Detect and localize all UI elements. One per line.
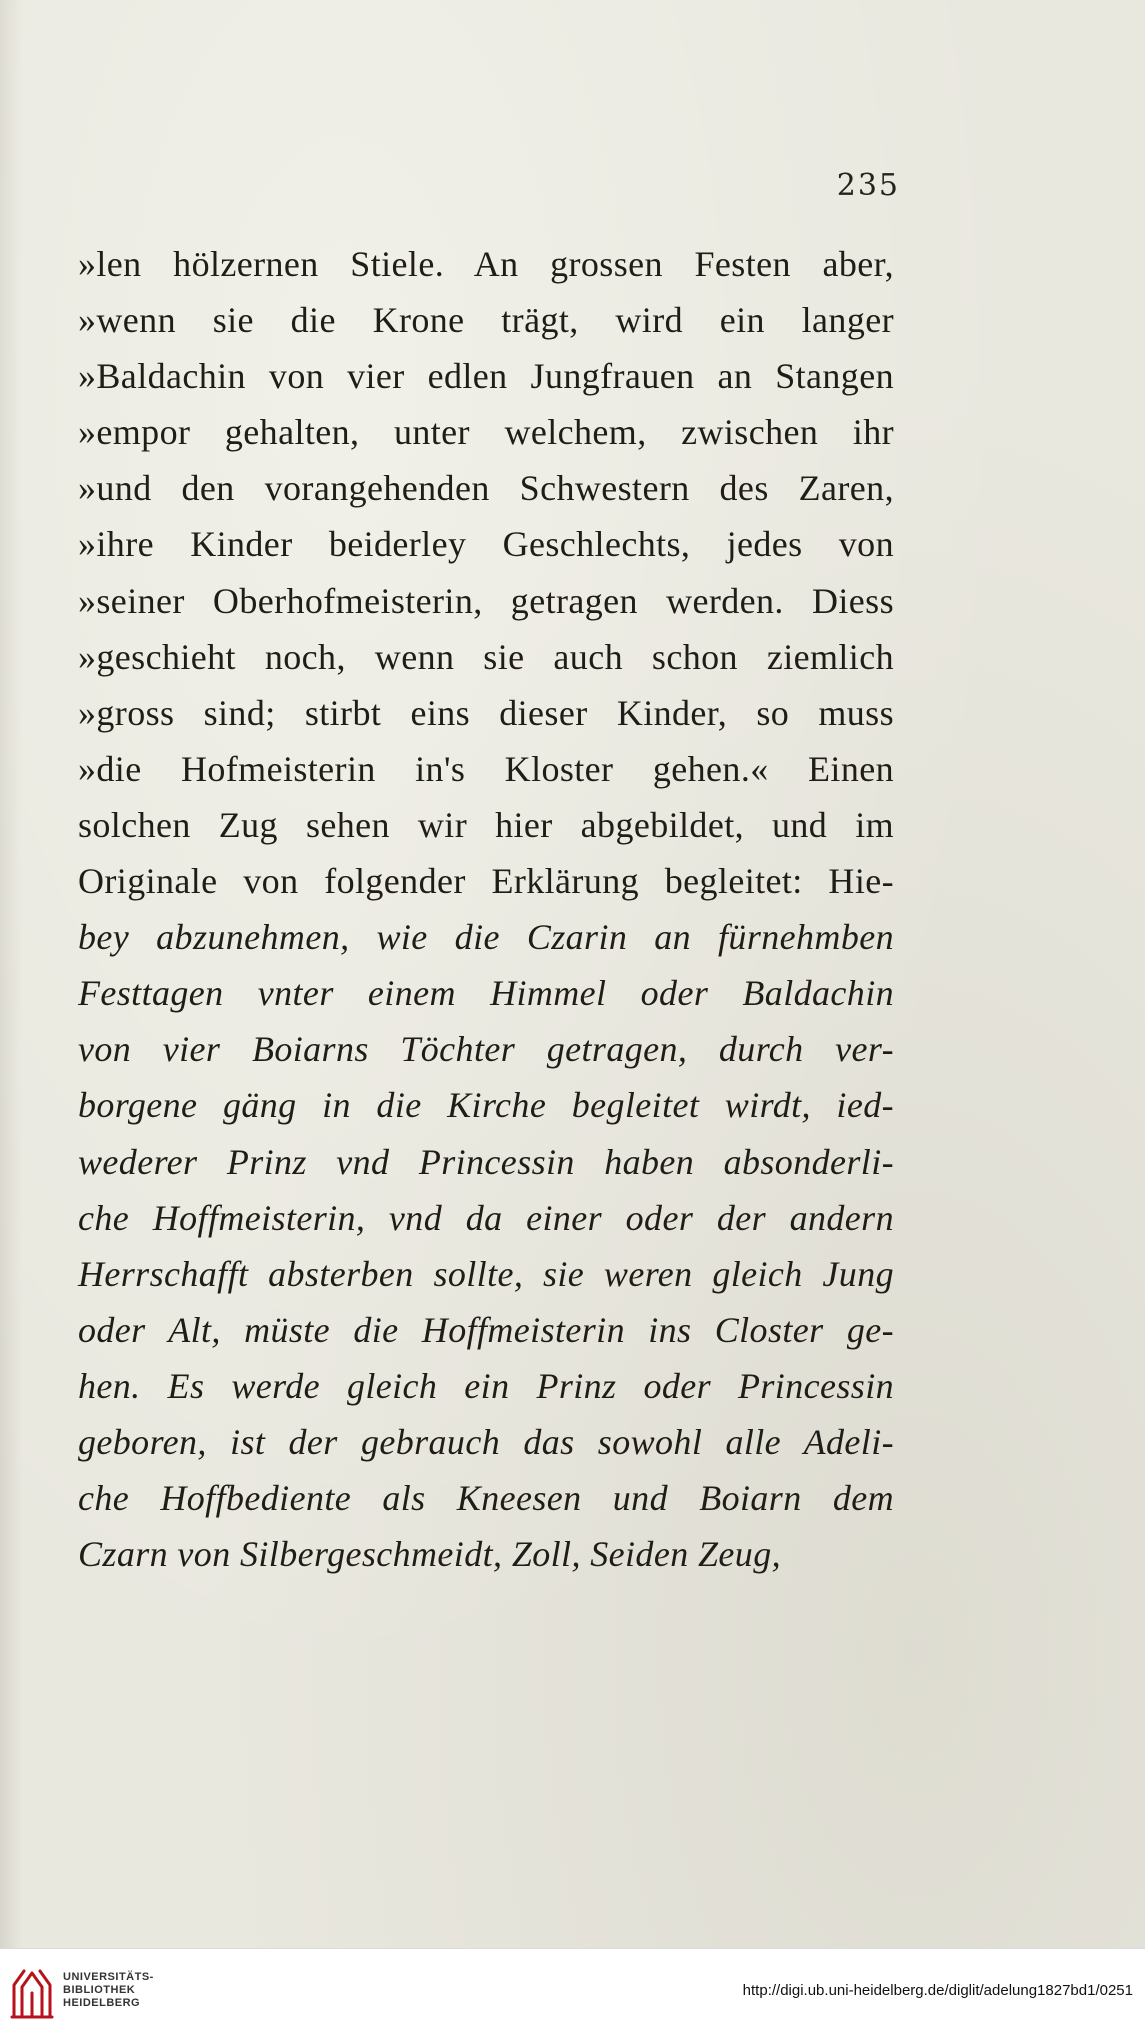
text-line: bey abzunehmen, wie die Czarin an fürnehmben — [78, 917, 894, 958]
institution-line: BIBLIOTHEK — [63, 1984, 136, 1996]
text-line: wederer Prinz vnd Princessin haben absonderli- — [78, 1141, 894, 1182]
page-number: 235 — [836, 168, 900, 203]
text-line: »die Hofmeisterin in's Kloster gehen.« Einen — [78, 748, 894, 789]
institution-line: UNIVERSITÄTS- — [63, 1971, 154, 1983]
text-line: che Hoffbediente als Kneesen und Boiarn dem — [78, 1478, 894, 1519]
institution-line: HEIDELBERG — [63, 1997, 141, 2009]
text-line: von vier Boiarns Töchter getragen, durch ver- — [78, 1029, 894, 1070]
institution-name — [63, 1971, 154, 2010]
text-line: geboren, ist der gebrauch das sowohl alle Adeli- — [78, 1421, 894, 1462]
text-line: Herrschafft absterben sollte, sie weren gleich Jung — [78, 1253, 894, 1294]
text-line: hen. Es werde gleich ein Prinz oder Princessin — [78, 1365, 894, 1406]
text-line: »ihre Kinder beiderley Geschlechts, jedes von — [78, 524, 894, 565]
text-block — [78, 236, 894, 1582]
library-footer — [0, 1948, 1145, 2031]
text-line: »Baldachin von vier edlen Jungfrauen an Stangen — [78, 356, 894, 397]
text-line: »wenn sie die Krone trägt, wird ein langer — [78, 300, 894, 341]
text-line: Originale von folgender Erklärung begleitet: Hie- — [78, 861, 894, 902]
permalink-url[interactable]: http://digi.ub.uni-heidelberg.de/diglit/adelung1827bd1/0251 — [742, 1982, 1133, 1999]
text-line: solchen Zug sehen wir hier abgebildet, und im — [78, 804, 894, 845]
text-line: Festtagen vnter einem Himmel oder Baldachin — [78, 973, 894, 1014]
text-line: »len hölzernen Stiele. An grossen Festen aber, — [78, 244, 894, 284]
text-line: »geschieht noch, wenn sie auch schon ziemlich — [78, 636, 894, 677]
text-line: »empor gehalten, unter welchem, zwischen ihr — [78, 412, 894, 453]
text-line: borgene gäng in die Kirche begleitet wirdt, ied- — [78, 1085, 894, 1126]
text-line: Czarn von Silbergeschmeidt, Zoll, Seiden Zeug, — [78, 1534, 781, 1575]
text-line: oder Alt, müste die Hoffmeisterin ins Closter ge- — [78, 1309, 894, 1350]
university-seal-icon — [8, 1963, 56, 2021]
text-line: »und den vorangehenden Schwestern des Zaren, — [78, 468, 894, 509]
text-line: »gross sind; stirbt eins dieser Kinder, so muss — [78, 692, 894, 733]
text-line: che Hoffmeisterin, vnd da einer oder der andern — [78, 1197, 894, 1238]
text-line: »seiner Oberhofmeisterin, getragen werden. Diess — [78, 580, 894, 621]
